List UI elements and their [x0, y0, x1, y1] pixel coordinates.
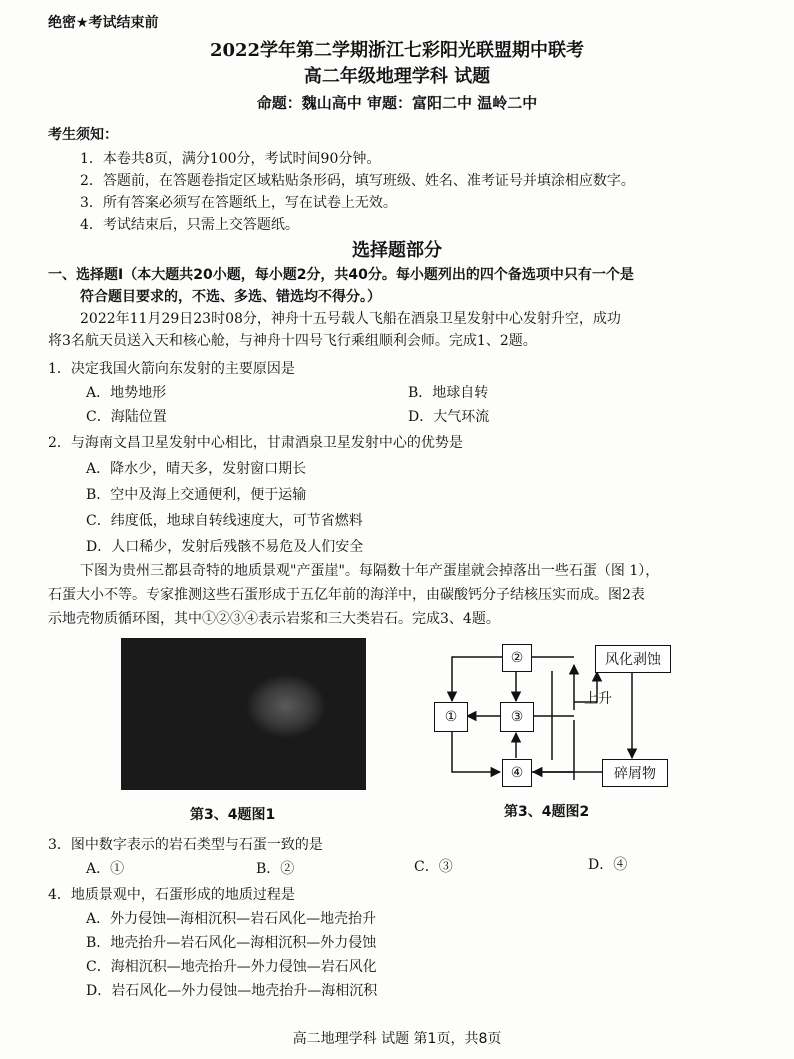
- q4-option-c: C．海相沉积—地壳抬升—外力侵蚀—岩石风化: [86, 959, 377, 975]
- q3-option-a: A．①: [86, 861, 125, 877]
- q4-stem: 4．地质景观中，石蛋形成的地质过程是: [48, 887, 295, 903]
- section-intro-line1: 一、选择题Ⅰ（本大题共20小题，每小题2分，共40分。每小题列出的四个备选项中只有一个是: [48, 267, 634, 283]
- uplift-label: 上升: [584, 691, 612, 707]
- q4-option-d: D．岩石风化—外力侵蚀—地壳抬升—海相沉积: [86, 983, 378, 999]
- q2-option-a: A．降水少，晴天多，发射窗口期长: [86, 461, 307, 477]
- exam-subtitle: 高二年级地理学科 试题: [303, 66, 491, 87]
- confidential-label: 绝密★考试结束前: [48, 15, 159, 31]
- figure1-caption: 第3、4题图1: [190, 807, 276, 823]
- q2-stem: 2．与海南文昌卫星发射中心相比，甘肃酒泉卫星发射中心的优势是: [48, 435, 463, 451]
- q1-option-c: C．海陆位置: [86, 409, 167, 425]
- passage2-line1: 下图为贵州三都县奇特的地质景观"产蛋崖"。每隔数十年产蛋崖就会掉落出一些石蛋（图 1），: [80, 563, 660, 579]
- notice-item-1: 1．本卷共8页，满分100分，考试时间90分钟。: [80, 151, 381, 167]
- q1-option-d: D．大气环流: [408, 409, 490, 425]
- q2-option-d: D．人口稀少，发射后残骸不易危及人们安全: [86, 539, 364, 555]
- q2-option-b: B．空中及海上交通便利，便于运输: [86, 487, 307, 503]
- section-title: 选择题部分: [352, 240, 442, 261]
- q3-option-b: B．②: [256, 861, 295, 877]
- arrow-1-to-4: [452, 731, 500, 772]
- exam-authors: 命题：魏山高中 审题：富阳二中 温岭二中: [256, 94, 538, 112]
- notice-title: 考生须知：: [48, 127, 118, 143]
- passage2-line3: 示地壳物质循环图，其中①②③④表示岩浆和三大类岩石。完成3、4题。: [48, 611, 500, 627]
- q1-option-b: B．地球自转: [408, 385, 489, 401]
- passage1-line2: 将3名航天员送入天和核心舱，与神舟十四号飞行乘组顺利会师。完成1、2题。: [48, 333, 537, 349]
- node-2: ②: [502, 644, 532, 672]
- page-footer: 高二地理学科 试题 第1页，共8页: [292, 1031, 502, 1047]
- node-4: ④: [502, 759, 532, 787]
- q1-option-a: A．地势地形: [86, 385, 167, 401]
- q1-stem: 1．决定我国火箭向东发射的主要原因是: [48, 361, 295, 377]
- debris-box: 碎屑物: [602, 759, 668, 787]
- weathering-box: 风化剥蚀: [595, 645, 671, 673]
- section-intro-line2: 符合题目要求的，不选、多选、错选均不得分。）: [80, 289, 381, 305]
- notice-item-3: 3．所有答案必须写在答题纸上，写在试卷上无效。: [80, 195, 397, 211]
- passage1-line1: 2022年11月29日23时08分，神舟十五号载人飞船在酒泉卫星发射中心发射升空，成功: [80, 311, 621, 327]
- figure2-caption: 第3、4题图2: [504, 804, 590, 820]
- q3-option-c: C．③: [414, 859, 453, 875]
- q3-option-d: D．④: [588, 857, 628, 873]
- notice-item-2: 2．答题前，在答题卷指定区域粘贴条形码，填写班级、姓名、准考证号并填涂相应数字。: [80, 173, 635, 189]
- node-3: ③: [500, 702, 534, 732]
- node-1: ①: [434, 702, 468, 732]
- q4-option-a: A．外力侵蚀—海相沉积—岩石风化—地壳抬升: [86, 911, 377, 927]
- arrow-2-to-1: [452, 657, 502, 701]
- passage2-line2: 石蛋大小不等。专家推测这些石蛋形成于五亿年前的海洋中，由碳酸钙分子结核压实而成。图2表: [48, 587, 645, 603]
- q4-option-b: B．地壳抬升—岩石风化—海相沉积—外力侵蚀: [86, 935, 377, 951]
- exam-title: 2022学年第二学期浙江七彩阳光联盟期中联考: [209, 40, 585, 61]
- q2-option-c: C．纬度低，地球自转线速度大，可节省燃料: [86, 513, 363, 529]
- notice-item-4: 4．考试结束后，只需上交答题纸。: [80, 217, 299, 233]
- q3-stem: 3．图中数字表示的岩石类型与石蛋一致的是: [48, 837, 323, 853]
